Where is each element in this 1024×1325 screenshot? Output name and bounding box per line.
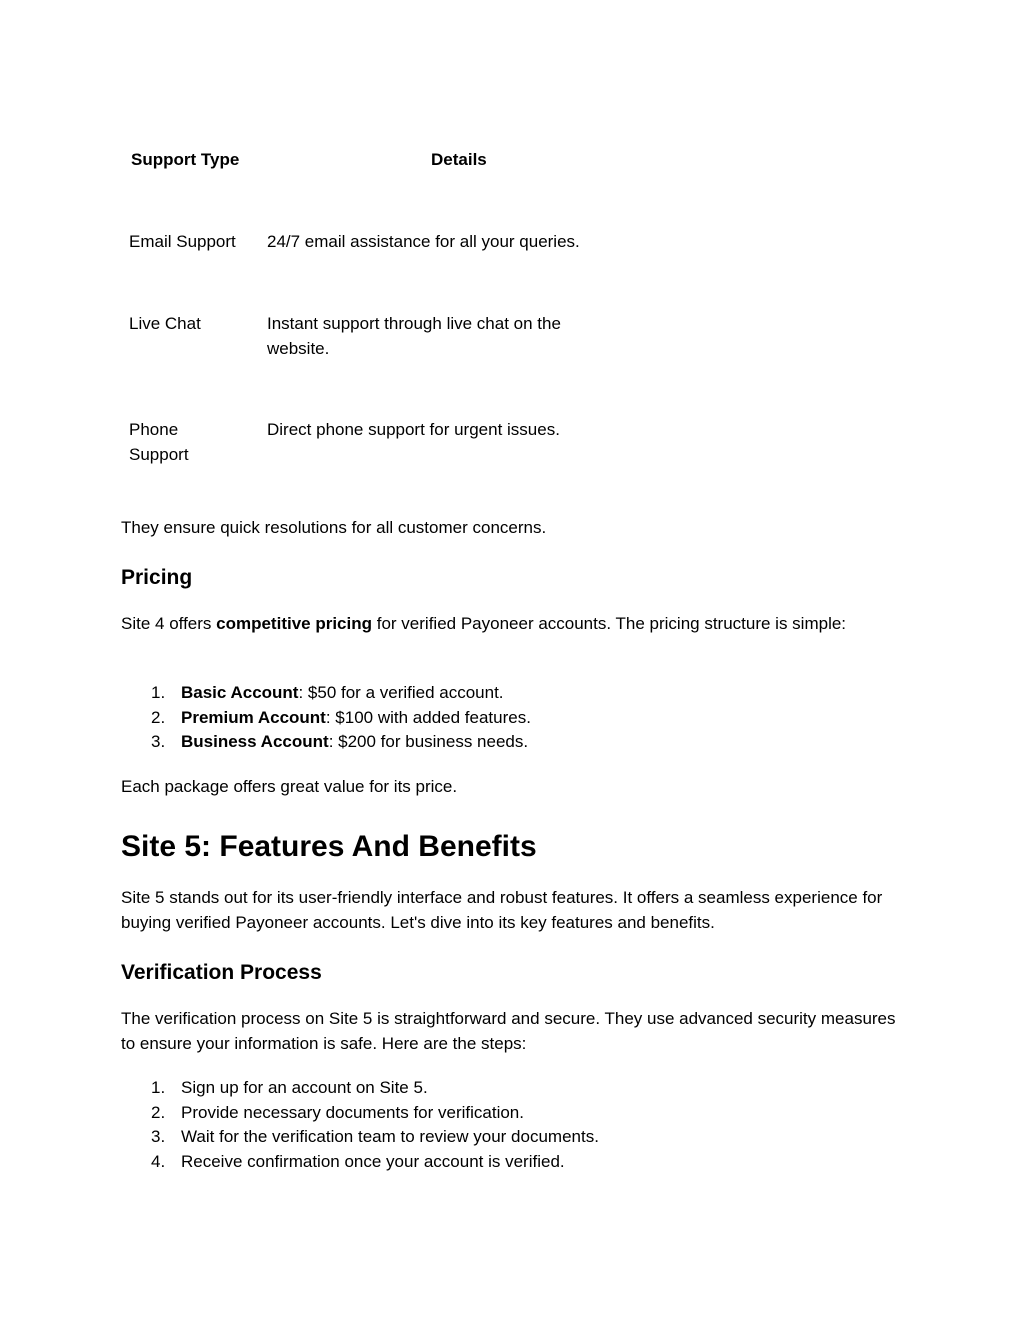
- support-summary: They ensure quick resolutions for all customer concerns.: [121, 518, 547, 537]
- plan-name: Premium Account: [181, 707, 326, 727]
- table-cell-type: Live Chat: [129, 314, 201, 333]
- table-cell-details: 24/7 email assistance for all your queries.: [267, 232, 580, 251]
- list-item: [121, 730, 901, 755]
- table-cell-details: Instant support through live chat on the website.: [267, 314, 561, 358]
- list-number: 2.: [151, 1102, 166, 1122]
- list-item: [121, 1101, 901, 1126]
- list-number: 3.: [151, 1127, 166, 1146]
- list-item: [121, 1125, 901, 1150]
- list-number: 1.: [151, 683, 166, 702]
- pricing-list: [121, 681, 901, 755]
- pricing-intro-suffix: for verified Payoneer accounts. The pricing structure is simple:: [372, 614, 847, 633]
- list-number: 2.: [151, 707, 166, 727]
- pricing-heading: Pricing: [121, 566, 193, 589]
- list-number: 3.: [151, 732, 166, 751]
- site5-heading: Site 5: Features And Benefits: [121, 830, 537, 863]
- plan-desc: : $200 for business needs.: [328, 732, 529, 751]
- verification-steps: [121, 1076, 901, 1174]
- plan-desc: : $100 with added features.: [325, 707, 531, 727]
- step-text: Sign up for an account on Site 5.: [181, 1078, 428, 1097]
- list-item: [121, 706, 901, 731]
- table-cell-type: Phone Support: [129, 420, 189, 464]
- table-cell-details: Direct phone support for urgent issues.: [267, 420, 560, 439]
- pricing-intro-bold: competitive pricing: [216, 614, 373, 633]
- site5-intro: Site 5 stands out for its user-friendly interface and robust features. It offers a seamless experience for buying verified Payoneer accounts. Let's dive into its key features and benefits.: [121, 888, 883, 932]
- table-cell-type: Email Support: [129, 232, 236, 251]
- plan-name: Business Account: [181, 732, 329, 751]
- step-text: Wait for the verification team to review your documents.: [181, 1127, 599, 1146]
- table-header-support-type: Support Type: [131, 150, 240, 169]
- list-number: 1.: [151, 1078, 166, 1097]
- step-text: Receive confirmation once your account is verified.: [181, 1151, 565, 1171]
- list-item: [121, 1150, 901, 1175]
- list-item: [121, 681, 901, 706]
- pricing-intro-prefix: Site 4 offers: [121, 614, 217, 633]
- pricing-closing: Each package offers great value for its price.: [121, 777, 458, 796]
- list-item: [121, 1076, 901, 1101]
- verification-heading: Verification Process: [121, 961, 322, 984]
- verification-intro: The verification process on Site 5 is straightforward and secure. They use advanced security measures to ensure your information is safe. Here are the steps:: [121, 1009, 896, 1053]
- list-number: 4.: [151, 1151, 166, 1171]
- plan-desc: : $50 for a verified account.: [298, 683, 504, 702]
- step-text: Provide necessary documents for verification.: [181, 1102, 524, 1122]
- pricing-intro: [121, 612, 901, 637]
- plan-name: Basic Account: [181, 683, 299, 702]
- table-header-details: Details: [431, 150, 487, 169]
